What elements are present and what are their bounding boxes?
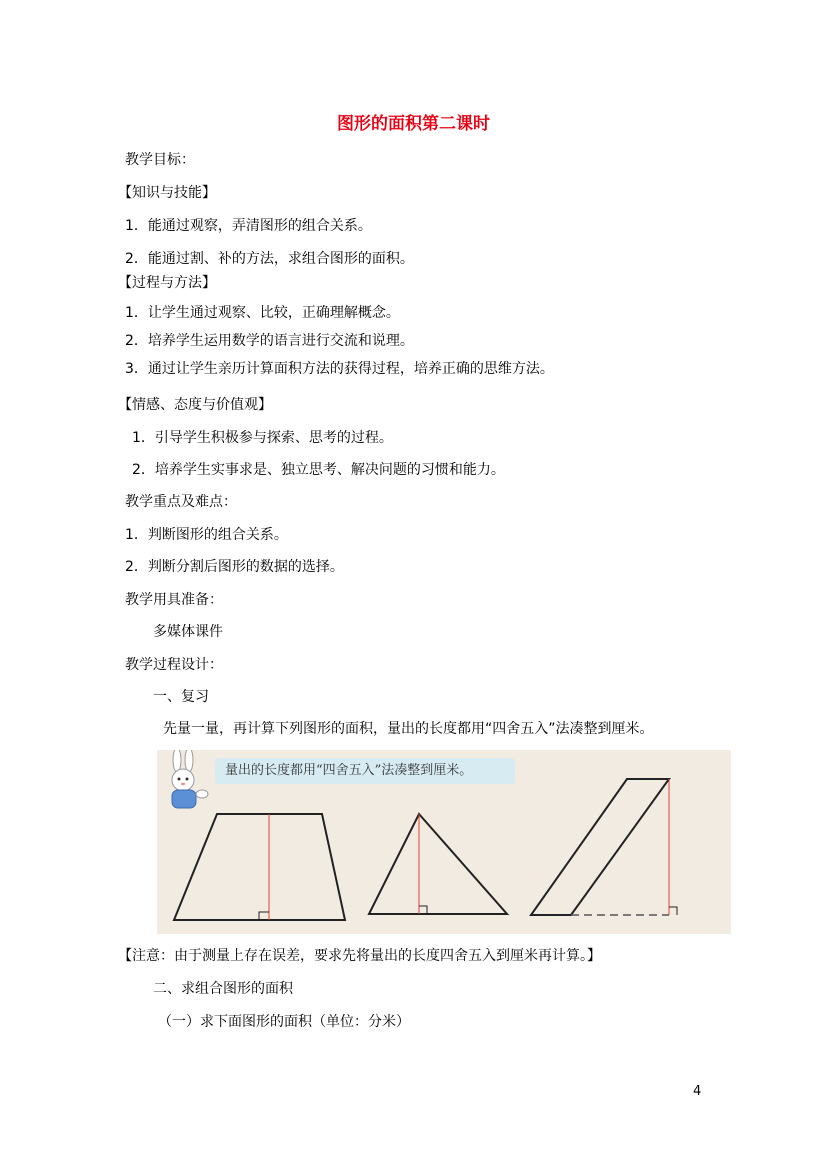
text-line: 多媒体课件 [153, 624, 223, 640]
text-line: 1．让学生通过观察、比较，正确理解概念。 [125, 305, 400, 321]
subheading-process: 【过程与方法】 [118, 275, 216, 291]
text-line: 2．判断分割后图形的数据的选择。 [125, 559, 344, 575]
page-number: 4 [693, 1084, 702, 1099]
section-heading-process-design: 教学过程设计： [125, 657, 223, 673]
text-line: 2．培养学生运用数学的语言进行交流和说理。 [125, 333, 414, 349]
text-line: 2．培养学生实事求是、独立思考、解决问题的习惯和能力。 [132, 462, 505, 478]
text-line: 1．判断图形的组合关系。 [125, 527, 288, 543]
subheading-composite: 二、求组合图形的面积 [153, 981, 293, 997]
text-line: 1．能通过观察，弄清图形的组合关系。 [125, 218, 372, 234]
rabbit-mascot-icon [172, 750, 208, 808]
subheading-review: 一、复习 [153, 689, 209, 705]
page-title: 图形的面积第二课时 [337, 114, 490, 134]
figure-banner-text: 量出的长度都用“四舍五入”法凑整到厘米。 [225, 763, 473, 778]
text-line: 3．通过让学生亲历计算面积方法的获得过程，培养正确的思维方法。 [125, 361, 554, 377]
section-heading-objectives: 教学目标： [125, 152, 195, 168]
text-line: 2．能通过割、补的方法，求组合图形的面积。 [125, 251, 414, 267]
text-line: 先量一量，再计算下列图形的面积，量出的长度都用“四舍五入”法凑整到厘米。 [163, 721, 654, 737]
text-line: （一）求下面图形的面积（单位：分米） [158, 1014, 410, 1030]
section-heading-key-points: 教学重点及难点： [125, 494, 237, 510]
text-line: 1．引导学生积极参与探索、思考的过程。 [132, 430, 393, 446]
parallelogram-figure [531, 779, 677, 915]
trapezoid-figure [174, 814, 345, 920]
subheading-knowledge: 【知识与技能】 [118, 185, 216, 201]
subheading-emotion: 【情感、态度与价值观】 [118, 397, 272, 413]
textbook-figure [157, 750, 731, 934]
note-text: 【注意：由于测量上存在误差，要求先将量出的长度四舍五入到厘米再计算。】 [118, 948, 601, 964]
section-heading-materials: 教学用具准备： [125, 592, 223, 608]
triangle-figure [369, 814, 507, 914]
